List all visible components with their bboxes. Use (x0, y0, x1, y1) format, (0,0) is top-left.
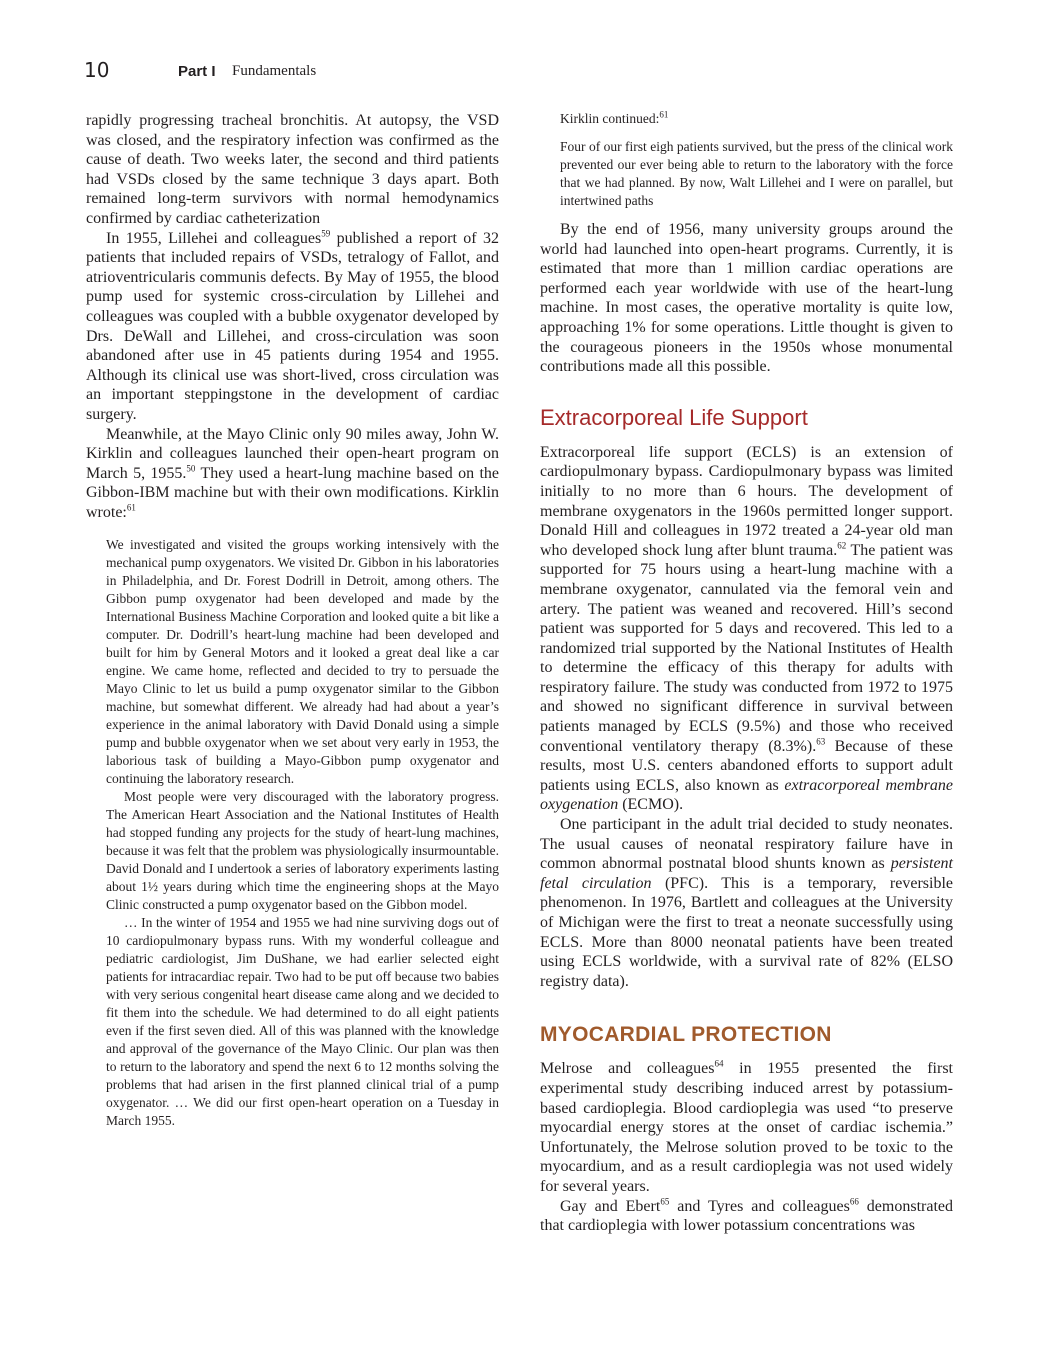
italic-term: persistent fetal circulation (540, 855, 953, 892)
quote-paragraph: We investigated and visited the groups working intensively with the mechanical pump oxygenators. We visited Dr. Gibbon in his laboratories in Philadelphia, and Dr. Forest Dodrill in Detroit, among others. The Gibbon pump oxygenator had been developed and made by the International Business Machine Corporation and looked quite a bit like a computer. Dr. Dodrill’s heart-lung machine had been developed and built for him by General Motors and it looked a great deal like a car engine. We came home, reflected and decided to try to persuade the Mayo Clinic to let us build a pump oxygenator similar to the Gibbon machine, but somewhat different. We already had had about a year’s experience in the animal laboratory with David Donald using a simple pump and bubble oxygenator when we set about very early in 1953, the laborious task of building a Mayo-Gibbon pump oxygenator and continuing the laboratory research. (106, 537, 499, 787)
right-column (540, 110, 953, 1236)
block-quote (560, 138, 953, 210)
body-paragraph: One participant in the adult trial decided to study neonates. The usual causes of neonatal respiratory failure have in common abnormal postnatal blood shunts known as persistent fetal circulation (PFC). This is a temporary, reversible phenomenon. In 1976, Bartlett and colleagues at the University of Michigan were the first to treat a neonate successfully using ECLS. More than 8000 neonatal patients have been treated using ECLS worldwide, with a survival rate of 82% (ELSO registry data). (540, 816, 953, 990)
body-paragraph: Melrose and colleagues$^{64}$ in 1955 presented the first experimental study describing induced arrest by potassium-based cardioplegia. Blood cardioplegia was used “to preserve myocardial energy stores at the onset of cardiac ischemia.” Unfortunately, the Melrose solution proved to be toxic to the myocardium, and as a result cardioplegia was not used widely for several years. (540, 1059, 953, 1195)
quote-paragraph: Most people were very discouraged with the laboratory progress. The American Heart Association and the National Institutes of Health had stopped funding any projects for the study of heart-lung machines, because it was felt that the problem was physiologically insurmountable. David Donald and I undertook a series of laboratory experiments lasting about 1½ years during which time the engineering shops at the Mayo Clinic constructed a pump oxygenator based on the Gibbon model. (106, 789, 499, 913)
citation-ref: 59 (321, 228, 331, 239)
quote-paragraph: Four of our first eigh patients survived, but the press of the clinical work prevented our ever being able to return to the laboratory with the force that we had planned. By now, Walt Lillehei and I were on parallel, but intertwined paths (560, 139, 953, 208)
citation-ref: 50 (186, 463, 196, 474)
block-quote (106, 536, 499, 1130)
body-paragraph: In 1955, Lillehei and colleagues$^{59}$ published a report of 32 patients that included repairs of VSDs, tetralogy of Fallot, and atrioventricularis communis defects. By May of 1955, the blood pump used for systemic cross-circulation by Lillehei and colleagues was coupled with a bubble oxygenator developed by Drs. DeWall and Lillehei, and cross-circulation was soon abandoned after use in 45 patients during 1954 and 1955. Although its clinical use was short-lived, cross circulation was an important steppingstone in the development of cardiac surgery. (86, 228, 499, 423)
section-heading-myocardial-protection: MYOCARDIAL PROTECTION (540, 1023, 832, 1047)
citation-ref: 66 (849, 1196, 859, 1207)
body-paragraph: Gay and Ebert$^{65}$ and Tyres and colleagues$^{66}$ demonstrated that cardioplegia with lower potassium concentrations was (540, 1196, 954, 1235)
left-column (86, 111, 499, 1130)
body-paragraph: rapidly progressing tracheal bronchitis. At autopsy, the VSD was closed, and the respiratory infection was confirmed as the cause of death. Two weeks later, the second and third patients had VSDs closed by the same technique 3 days apart. Both remained long-term survivors with normal hemodynamics confirmed by cardiac catheterization (86, 112, 499, 227)
running-title: Fundamentals (232, 63, 317, 79)
section-heading-ecls: Extracorporeal Life Support (540, 404, 808, 430)
body-paragraph: By the end of 1956, many university groups around the world had launched into open-heart programs. Currently, it is estimated that more than 1 million cardiac operations are performed each year worldwide with use of the heart-lung machine. In most cases, the operative mortality is quite low, approaching 1% for some operations. Little thought is given to the courageous pioneers in the 1950s whose monumental contributions made all this possible. (540, 221, 953, 376)
citation-ref: 61 (659, 109, 669, 120)
italic-term: extracorporeal membrane oxygenation (540, 776, 954, 814)
citation-ref: 65 (660, 1196, 670, 1207)
quote-intro: Kirklin continued:$^{61}$ (560, 109, 669, 126)
citation-ref: 61 (126, 502, 136, 513)
citation-ref: 64 (714, 1059, 724, 1070)
quote-paragraph: … In the winter of 1954 and 1955 we had nine surviving dogs out of 10 cardiopulmonary bypass runs. With my wonderful colleague and pediatric cardiologist, Jim DuShane, we had earlier selected eight patients for intracardiac repair. Two had to be put off because two babies with very serious congenital heart disease came along and we decided to fit them into the schedule. We had determined to do all eight patients even if the first seven died. All of this was planned with the knowledge and approval of the governance of the Mayo Clinic. Our plan was then to return to the laboratory and spend the next 6 to 12 months solving the problems that had arisen in the first planned clinical trial of a pump oxygenator. … We did our first open-heart operation on a Tuesday in March 1955. (106, 915, 499, 1129)
running-part-label: Part I (178, 63, 216, 80)
citation-ref: 62 (837, 540, 847, 551)
citation-ref: 63 (816, 736, 826, 747)
page-number: 10 (84, 58, 110, 82)
body-paragraph: Extracorporeal life support (ECLS) is an extension of cardiopulmonary bypass. Cardiopulmonary bypass was limited initially to no more than 6 hours. The development of membrane oxygenators in the 1960s permitted longer support. Donald Hill and colleagues in 1972 treated a 24-year old man who developed shock lung after blunt trauma.$^{62}$ The patient was supported for 75 hours using a heart-lung machine with a membrane oxygenator, cannulated via the femoral vein and artery. The patient was weaned and recovered. Hill’s second patient was supported for 5 days and recovered. This led to a randomized trial supported by the National Institutes of Health to determine the efficacy of this therapy for adults with respiratory failure. The study was conducted from 1972 to 1975 and showed no significant difference in survival between patients managed by ECLS (9.5%) and those who received conventional ventilatory therapy (8.3%).$^{63}$ Because of these results, most U.S. centers abandoned efforts to support adult patients using ECLS, also known as extracorporeal membrane oxygenation (ECMO). (540, 443, 954, 814)
body-paragraph: Meanwhile, at the Mayo Clinic only 90 miles away, John W. Kirklin and colleagues launched their open-heart program on March 5, 1955.50 They used a heart-lung machine based on the Gibbon-IBM machine but with their own modifications. Kirklin wrote:$^{61}$ (86, 425, 499, 521)
